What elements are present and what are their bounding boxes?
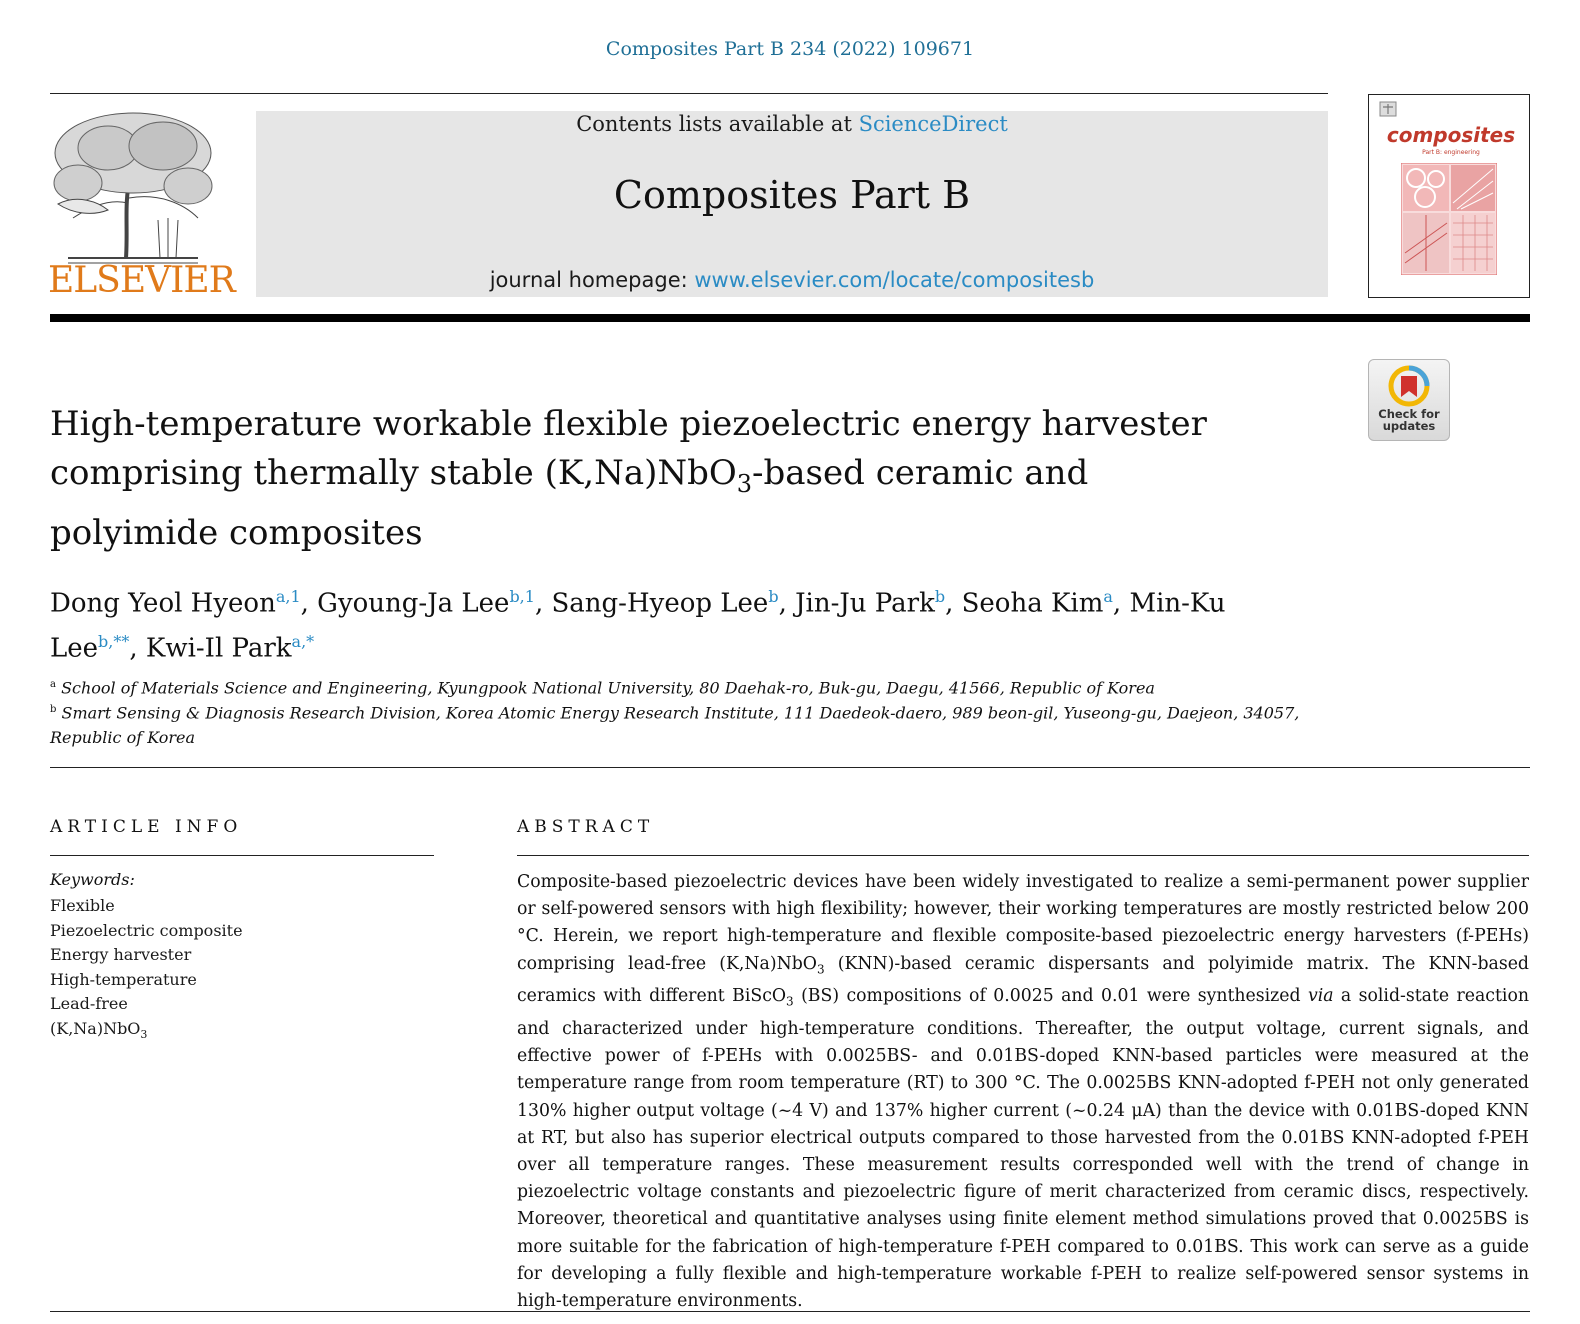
abstract-subscript-2: 3 bbox=[786, 994, 794, 1009]
author-name[interactable]: Kwi-Il Park bbox=[145, 633, 292, 664]
abstract-part-2: (KNN)-based ceramic dispersants and polyimide matrix. The KNN-based ceramics with different BiScO bbox=[517, 953, 1529, 1007]
affiliation-b-mark: b bbox=[50, 704, 57, 715]
author-separator: , bbox=[945, 588, 962, 619]
keywords-label: Keywords: bbox=[50, 870, 135, 889]
journal-homepage-line bbox=[256, 268, 1328, 292]
cover-publisher-mini-logo bbox=[1379, 101, 1397, 117]
affiliation-b-text: Smart Sensing & Diagnosis Research Division, Korea Atomic Energy Research Institute, 111 Daedeok-daero, 989 beon-gil, Yuseong-gu, Daejeon, 34057, Republic of Korea bbox=[50, 703, 1300, 748]
check-for-updates-label: Check for updates bbox=[1378, 407, 1440, 433]
author-name[interactable]: Dong Yeol Hyeon bbox=[50, 588, 276, 619]
author-affiliation-link[interactable]: b bbox=[934, 587, 946, 606]
keyword-item[interactable]: Flexible bbox=[50, 896, 115, 915]
journal-name: Composites Part B bbox=[613, 173, 971, 217]
author-name[interactable]: Gyoung-Ja Lee bbox=[317, 588, 510, 619]
article-info-rule bbox=[50, 855, 434, 856]
front-matter-rule bbox=[50, 767, 1530, 768]
keyword-item[interactable]: Energy harvester bbox=[50, 945, 192, 964]
article-info-heading: ARTICLE INFO bbox=[50, 817, 243, 837]
author-list bbox=[50, 578, 1320, 667]
contents-prefix: Contents lists available at bbox=[576, 112, 859, 136]
author-affiliation-link[interactable]: b,1 bbox=[509, 587, 535, 606]
contents-lists-line bbox=[256, 112, 1328, 136]
author-separator: , bbox=[129, 633, 146, 664]
author-affiliation-link[interactable]: a,* bbox=[291, 631, 315, 651]
cover-title: composites bbox=[1386, 123, 1516, 147]
affiliation-a-text: School of Materials Science and Engineering, Kyungpook National University, 80 Daehak-ro, Buk-gu, Daegu, 41566, Republic of Korea bbox=[61, 678, 1155, 698]
check-updates-icon bbox=[1387, 364, 1431, 408]
keyword-item[interactable]: High-temperature bbox=[50, 969, 197, 989]
affiliation-a-mark: a bbox=[50, 679, 56, 690]
keyword-formula-subscript: 3 bbox=[140, 1027, 148, 1041]
abstract-subscript-1: 3 bbox=[816, 962, 825, 977]
journal-citation[interactable]: Composites Part B 234 (2022) 109671 bbox=[605, 38, 975, 60]
author-separator: , bbox=[778, 588, 796, 619]
author-separator: , bbox=[300, 588, 318, 619]
author-name[interactable]: Min-Ku Lee bbox=[50, 588, 1226, 664]
abstract-italic-via: via bbox=[1307, 986, 1334, 1007]
abstract-part-3: (BS) compositions of 0.0025 and 0.01 were synthesized bbox=[793, 986, 1308, 1007]
author-separator: , bbox=[1112, 588, 1130, 619]
keyword-item[interactable]: Lead-free bbox=[50, 994, 128, 1013]
author-affiliation-link[interactable]: b bbox=[768, 587, 779, 606]
title-line-2-part-1: comprising thermally stable (K,Na)NbO bbox=[50, 453, 737, 493]
author-name[interactable]: Sang-Hyeop Lee bbox=[551, 588, 769, 619]
abstract-part-4: a solid-state reaction and characterized under high-temperature conditions. Thereafter, the output voltage, current signals, and effective power of f-PEHs with 0.0025BS- and 0.01BS-doped KNN-based particles were measured at the temperature range from room temperature (RT) to 300 °C. The 0.0025BS KNN-adopted f-PEH not only generated 130% higher output voltage (~4 V) and 137% higher current (~0.24 μA) than the device with 0.01BS-doped KNN at RT, but also has superior electrical outputs compared to those harvested from the 0.01BS KNN-adopted f-PEH over all temperature ranges. These measurement results corresponded well with the trend of change in piezoelectric voltage constants and piezoelectric figure of merit characterized from ceramic discs, respectively. Moreover, theoretical and quantitative analyses using finite element method simulations proved that 0.0025BS is more suitable for the fabrication of high-temperature f-PEH compared to 0.01BS. This work can serve as a guide for developing a fully flexible and high-temperature workable f-PEH to realize self-powered sensor systems in high-temperature environments. bbox=[517, 986, 1529, 1311]
abstract-heading: ABSTRACT bbox=[517, 817, 655, 837]
author-separator: , bbox=[534, 588, 552, 619]
author-name[interactable]: Seoha Kim bbox=[961, 588, 1104, 619]
title-line-2-part-2: -based ceramic and bbox=[752, 453, 1089, 493]
header-bottom-thick-rule bbox=[50, 314, 1530, 322]
title-line-1: High-temperature workable flexible piezoelectric energy harvester bbox=[50, 404, 1207, 444]
sciencedirect-link[interactable]: ScienceDirect bbox=[858, 112, 1008, 136]
article-title bbox=[50, 400, 1320, 558]
keyword-item[interactable] bbox=[50, 1017, 243, 1048]
title-subscript: 3 bbox=[736, 469, 753, 498]
elsevier-wordmark: ELSEVIER bbox=[48, 260, 235, 301]
journal-homepage-link[interactable]: www.elsevier.com/locate/compositesb bbox=[694, 268, 1095, 292]
author-affiliation-link[interactable]: a bbox=[1103, 587, 1113, 606]
keyword-formula: (K,Na)NbO bbox=[50, 1018, 141, 1038]
author-name[interactable]: Jin-Ju Park bbox=[795, 588, 935, 619]
keyword-item[interactable]: Piezoelectric composite bbox=[50, 920, 243, 940]
author-affiliation-link[interactable]: b,** bbox=[98, 631, 130, 651]
title-line-3: polyimide composites bbox=[50, 512, 423, 553]
abstract-bottom-rule bbox=[50, 1311, 1530, 1312]
cover-artwork bbox=[1401, 163, 1497, 275]
header-top-rule bbox=[50, 93, 1328, 94]
homepage-prefix: journal homepage: bbox=[489, 268, 695, 292]
check-for-updates-button[interactable] bbox=[1368, 359, 1450, 441]
author-affiliation-link[interactable]: a,1 bbox=[275, 587, 301, 606]
journal-cover-thumbnail[interactable] bbox=[1368, 94, 1530, 298]
abstract-rule bbox=[517, 855, 1529, 856]
abstract-text bbox=[517, 869, 1529, 1315]
cover-subtitle: Part B: engineering bbox=[1422, 149, 1480, 156]
abstract-part-1: Composite-based piezoelectric devices have been widely investigated to realize a semi-permanent power supplier or self-powered sensors with high flexibility; however, their working temperatures are mostly restricted below 200 °C. Herein, we report high-temperature and flexible composite-based piezoelectric energy harvesters (f-PEHs) comprising lead-free (K,Na)NbO bbox=[517, 872, 1529, 974]
affiliation-b bbox=[50, 697, 1320, 750]
keyword-list bbox=[50, 894, 243, 1047]
title-line-2 bbox=[50, 449, 1320, 509]
